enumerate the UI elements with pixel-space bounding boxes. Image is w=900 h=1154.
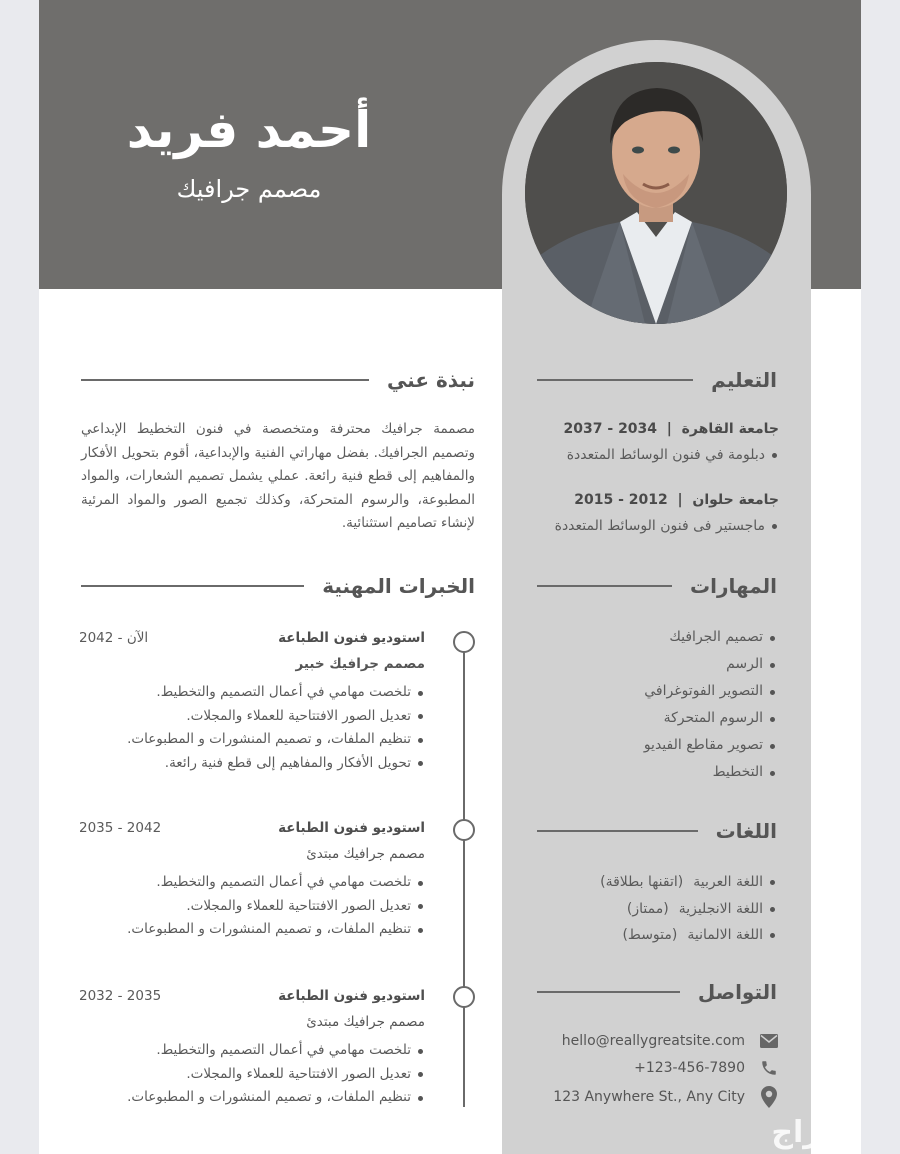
envelope-icon bbox=[759, 1031, 779, 1051]
job-role: مصمم جرافيك مبتدئ bbox=[306, 846, 425, 862]
job-bullet: تلخصت مهامي في أعمال التصميم والتخطيط. bbox=[79, 871, 425, 895]
skill-item: الرسوم المتحركة bbox=[39, 705, 777, 732]
education-header: جامعة حلوان | 2012 - 2015 bbox=[574, 492, 779, 508]
languages-heading-row bbox=[537, 817, 777, 845]
job-dates: 2035 - 2042 bbox=[79, 820, 162, 836]
contact-phone-row bbox=[539, 1058, 779, 1078]
skill-item: تصميم الجرافيك bbox=[39, 624, 777, 651]
timeline-dot bbox=[453, 631, 475, 653]
languages-heading: اللغات bbox=[715, 819, 777, 843]
contact-heading-row bbox=[537, 978, 777, 1006]
education-degree: ماجستير فى فنون الوسائط المتعددة bbox=[555, 515, 779, 537]
language-level: (متوسط) bbox=[622, 927, 678, 943]
job-bullet: تلخصت مهامي في أعمال التصميم والتخطيط. bbox=[79, 681, 425, 705]
contact-heading: التواصل bbox=[697, 980, 777, 1004]
experience-job bbox=[79, 627, 425, 775]
job-role: مصمم جرافيك خبير bbox=[295, 656, 425, 672]
education-item bbox=[555, 489, 779, 537]
education-divider bbox=[537, 379, 693, 381]
portrait-image bbox=[525, 62, 787, 324]
language-level: (ممتاز) bbox=[626, 900, 669, 917]
languages-list bbox=[39, 869, 777, 949]
education-years: 2034 - 2037 bbox=[563, 421, 658, 437]
timeline-dot bbox=[453, 986, 475, 1008]
job-bullet: تحويل الأفكار والمفاهيم إلى قطع فنية رائعة. bbox=[79, 752, 425, 776]
job-bullets bbox=[79, 681, 425, 775]
contact-address: 123 Anywhere St., Any City bbox=[553, 1089, 745, 1105]
job-bullet: تنظيم الملفات، و تصميم المنشورات و المطبوعات. bbox=[79, 918, 425, 942]
education-school: جامعة حلوان bbox=[692, 492, 779, 508]
profile-photo bbox=[525, 62, 787, 324]
education-details bbox=[555, 515, 779, 537]
skill-item: التصوير الفوتوغرافي bbox=[39, 678, 777, 705]
job-bullet: تنظيم الملفات، و تصميم المنشورات و المطبوعات. bbox=[79, 728, 425, 752]
skill-item: التخطيط bbox=[39, 759, 777, 786]
job-bullet: تلخصت مهامي في أعمال التصميم والتخطيط. bbox=[79, 1039, 425, 1063]
language-level: (اتقنها بطلاقة) bbox=[600, 874, 684, 890]
experience-divider bbox=[81, 585, 304, 587]
phone-icon bbox=[759, 1058, 779, 1078]
language-name: اللغة العربية bbox=[693, 874, 763, 890]
experience-job bbox=[79, 985, 425, 1110]
education-header: جامعة القاهرة | 2034 - 2037 bbox=[563, 421, 779, 437]
location-pin-icon bbox=[759, 1087, 779, 1107]
job-header bbox=[79, 627, 425, 649]
job-bullet: تعديل الصور الافتتاحية للعملاء والمجلات. bbox=[79, 1063, 425, 1087]
watermark-logo: حراج bbox=[771, 1115, 844, 1150]
language-name: اللغة الانجليزية bbox=[678, 900, 763, 917]
experience-heading-row bbox=[81, 572, 475, 600]
job-bullet: تعديل الصور الافتتاحية للعملاء والمجلات. bbox=[79, 895, 425, 919]
candidate-title: مصمم جرافيك bbox=[176, 175, 322, 203]
resume-page bbox=[39, 0, 861, 1154]
skills-divider bbox=[537, 585, 672, 587]
job-bullet: تعديل الصور الافتتاحية للعملاء والمجلات. bbox=[79, 705, 425, 729]
job-header bbox=[79, 985, 425, 1007]
skill-item: تصوير مقاطع الفيديو bbox=[39, 732, 777, 759]
timeline-dot bbox=[453, 819, 475, 841]
job-header bbox=[79, 817, 425, 839]
language-item bbox=[39, 896, 777, 923]
contact-email[interactable]: hello@reallygreatsite.com bbox=[561, 1033, 745, 1049]
education-degree: دبلومة في فنون الوسائط المتعددة bbox=[564, 444, 779, 466]
education-school: جامعة القاهرة bbox=[681, 421, 779, 437]
contact-address-row bbox=[539, 1087, 779, 1107]
language-item bbox=[39, 922, 777, 949]
education-details bbox=[564, 444, 779, 466]
education-item bbox=[564, 418, 779, 466]
contact-phone[interactable]: +123-456-7890 bbox=[634, 1060, 745, 1076]
job-dates: 2032 - 2035 bbox=[79, 988, 162, 1004]
about-divider bbox=[81, 379, 369, 381]
languages-divider bbox=[537, 830, 698, 832]
job-company: استوديو فنون الطباعة bbox=[278, 988, 425, 1004]
about-text: مصممة جرافيك محترفة ومتخصصة في فنون التخطيط الإبداعي وتصميم الجرافيك. بفضل مهاراتي الفنية والإبداعية، أقوم بتحويل الأفكار والمفاهيم إلى قطع فنية رائعة. عملي يشمل تصميم الشعارات، والمواد المطبوعة، والرسوم المتحركة، وكذلك تجميع الصور والمواد المرئية لإنشاء تصاميم استثنائية. bbox=[81, 421, 475, 532]
language-item bbox=[39, 869, 777, 896]
job-company: استوديو فنون الطباعة bbox=[278, 820, 425, 836]
language-name: اللغة الالمانية bbox=[687, 927, 763, 943]
skills-heading: المهارات bbox=[690, 574, 777, 598]
contact-divider bbox=[537, 991, 680, 993]
skill-item: الرسم bbox=[39, 651, 777, 678]
job-role: مصمم جرافيك مبتدئ bbox=[306, 1014, 425, 1030]
job-company: استوديو فنون الطباعة bbox=[278, 630, 425, 646]
contact-email-row bbox=[539, 1031, 779, 1051]
education-heading: التعليم bbox=[711, 368, 777, 392]
job-bullets bbox=[79, 1039, 425, 1110]
job-dates: 2042 - الآن bbox=[79, 630, 149, 646]
skills-heading-row bbox=[537, 572, 777, 600]
experience-heading: الخبرات المهنية bbox=[322, 574, 475, 598]
job-bullet: تنظيم الملفات، و تصميم المنشورات و المطبوعات. bbox=[79, 1086, 425, 1110]
education-heading-row bbox=[537, 366, 777, 394]
education-years: 2012 - 2015 bbox=[574, 492, 668, 508]
about-heading: نبذة عني bbox=[386, 368, 475, 392]
about-heading-row bbox=[81, 366, 475, 394]
candidate-name: أحمد فريد bbox=[126, 101, 372, 159]
